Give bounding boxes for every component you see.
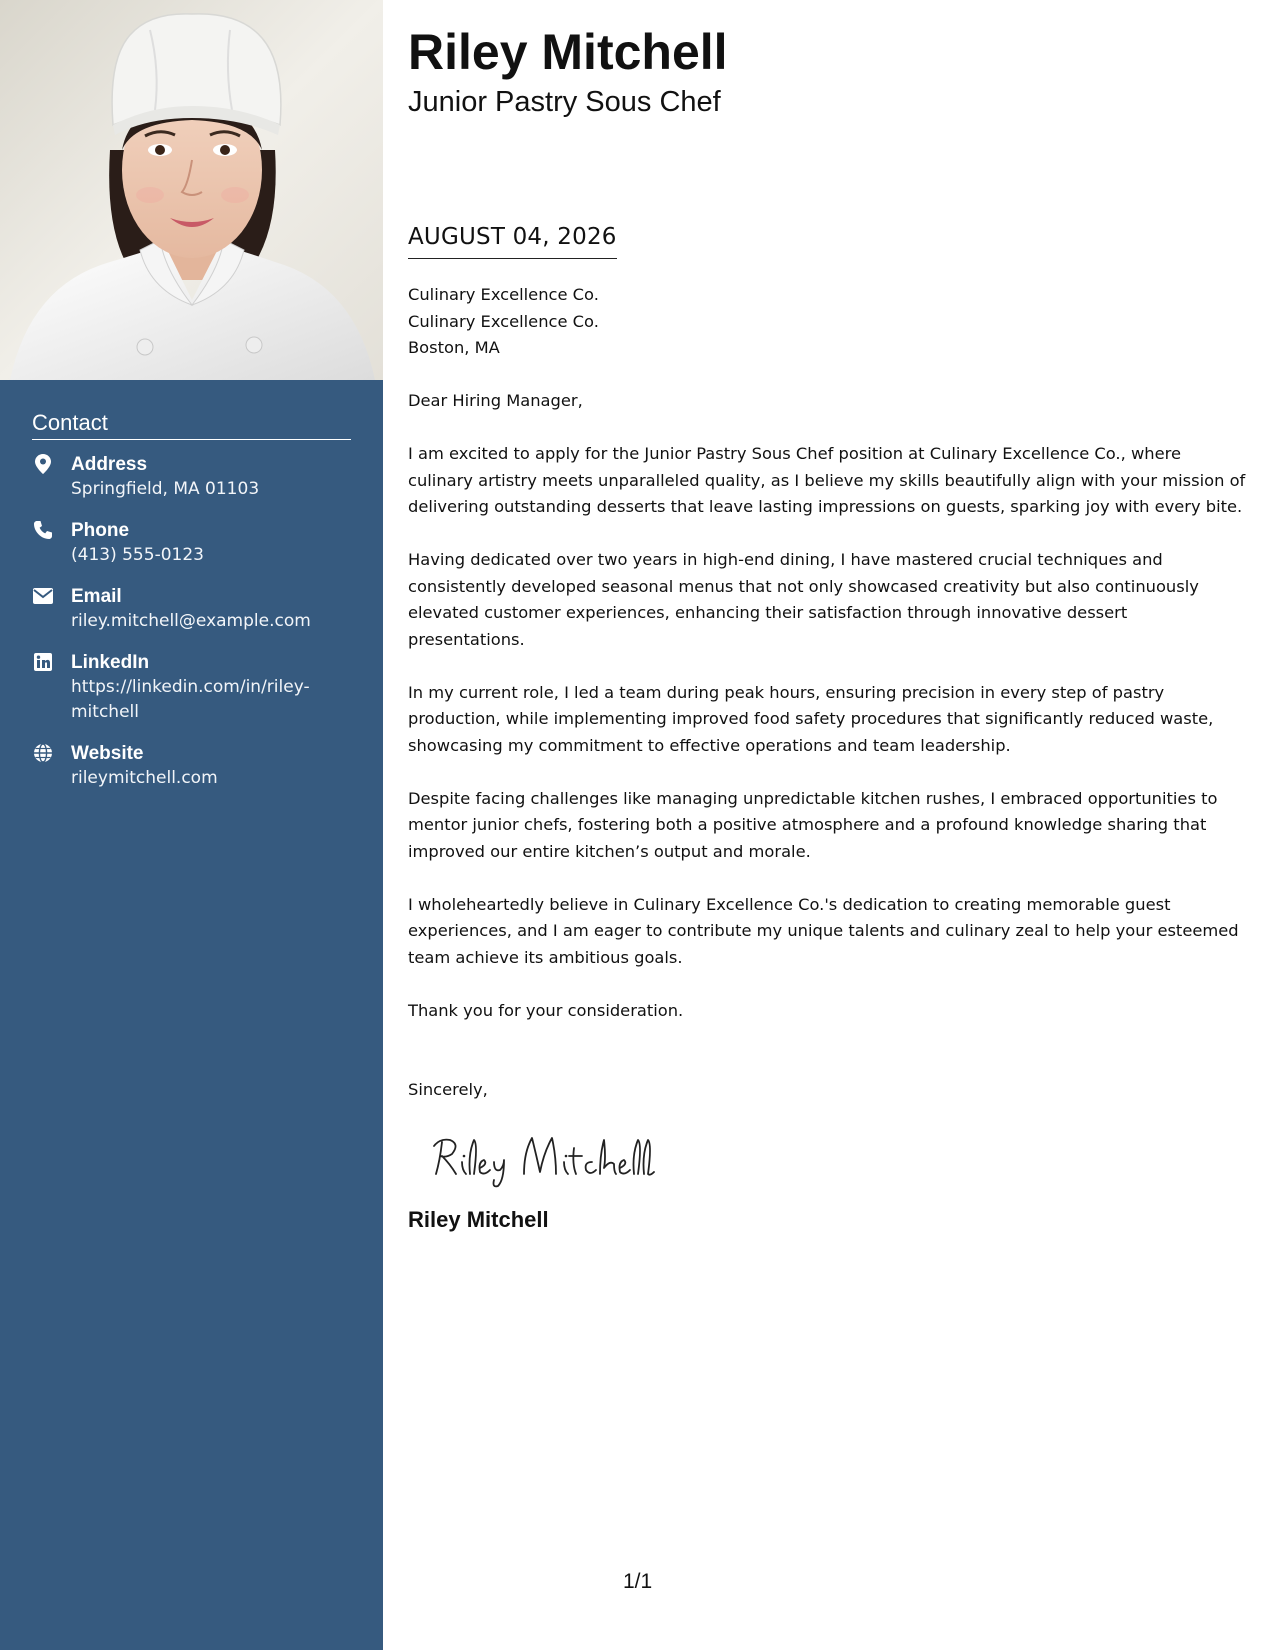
closing-line: Sincerely, (408, 1080, 488, 1099)
salutation: Dear Hiring Manager, (408, 391, 583, 410)
recipient-line: Culinary Excellence Co. (408, 311, 599, 331)
letter-body (408, 282, 1248, 1234)
contact-item-website (32, 742, 351, 791)
letter-paragraph: In my current role, I led a team during peak hours, ensuring precision in every step of pastry production, while implementing improved food safety procedures that significantly reduced waste, showcasing my commitment to effective operations and team leadership. (408, 682, 1214, 755)
sidebar (0, 0, 383, 1650)
contact-label: LinkedIn (71, 652, 150, 673)
letter-paragraph: I am excited to apply for the Junior Pastry Sous Chef position at Culinary Excellence Co., where culinary artistry meets unparalleled quality, as I believe my skills beautifully align with your mission of delivering outstanding desserts that leave lasting impressions on guests, sparking joy with every bite. (408, 444, 1246, 516)
linkedin-icon (32, 651, 54, 673)
contact-item-email (32, 585, 351, 634)
contact-section (32, 410, 351, 808)
page-number: 1/1 (623, 1570, 653, 1593)
linkedin-link[interactable]: https://linkedin.com/in/riley-mitchell (71, 677, 310, 722)
signature (428, 1124, 1248, 1194)
phone-icon (32, 519, 54, 541)
contact-item-linkedin (32, 651, 351, 725)
recipient-block (408, 282, 1248, 362)
email-link[interactable]: riley.mitchell@example.com (71, 611, 311, 631)
contact-label: Email (71, 586, 122, 607)
letter-date: AUGUST 04, 2026 (408, 222, 617, 259)
contact-label: Website (71, 743, 144, 764)
contact-heading: Contact (32, 410, 351, 440)
profile-photo (0, 0, 383, 380)
letter-paragraph: Having dedicated over two years in high-end dining, I have mastered crucial techniques and consistently developed seasonal menus that not only showcased creativity but also continuously elevated customer experiences, enhancing their satisfaction through innovative dessert presentations. (408, 550, 1199, 649)
letter-paragraph: I wholeheartedly believe in Culinary Excellence Co.'s dedication to creating memorable guest experiences, and I am eager to contribute my unique talents and culinary zeal to help your esteemed team achieve its ambitious goals. (408, 894, 1239, 967)
map-pin-icon (32, 453, 54, 475)
envelope-icon (32, 585, 54, 607)
recipient-line: Culinary Excellence Co. (408, 285, 599, 304)
website-link[interactable]: rileymitchell.com (71, 768, 218, 788)
globe-icon (32, 742, 54, 764)
contact-label: Phone (71, 520, 130, 541)
thanks-line: Thank you for your consideration. (408, 1000, 684, 1020)
phone-value[interactable]: (413) 555-0123 (71, 545, 204, 565)
contact-item-phone (32, 519, 351, 568)
letter-paragraph: Despite facing challenges like managing unpredictable kitchen rushes, I embraced opportunities to mentor junior chefs, fostering both a positive atmosphere and a profound knowledge sharing that improved our entire kitchen’s output and morale. (408, 788, 1218, 861)
applicant-name: Riley Mitchell (408, 24, 728, 80)
address-value: Springfield, MA 01103 (71, 479, 260, 499)
chef-portrait-photo (0, 0, 383, 380)
contact-label: Address (71, 454, 148, 475)
contact-item-address (32, 453, 351, 502)
handwritten-signature (428, 1124, 658, 1194)
signed-name: Riley Mitchell (408, 1206, 549, 1232)
recipient-line: Boston, MA (408, 338, 500, 357)
job-title: Junior Pastry Sous Chef (408, 86, 721, 118)
